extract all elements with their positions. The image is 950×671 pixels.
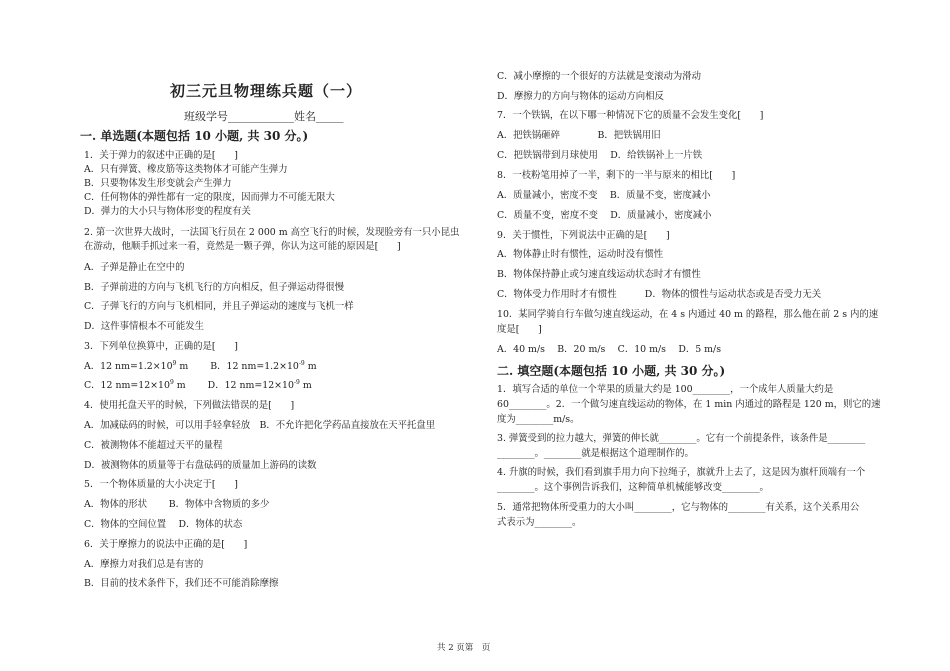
q10-stem-line1: 10．某同学骑自行车做匀速直线运动，在 4 s 内通过 40 m 的路程，那么他在前 2 s 内的速 xyxy=(497,309,879,320)
fill-q1-line3: 度为________m/s。 xyxy=(497,414,580,425)
fill-q4-line1: 4. 升旗的时候，我们看到旗手用力向下拉绳子，旗就升上去了，这是因为旗杆顶端有一个 xyxy=(497,467,866,478)
q7-stem: 7．一个铁锅，在以下哪一种情况下它的质量不会发生变化[ ] xyxy=(497,110,764,121)
q4-option-c: C．被测物体不能超过天平的量程 xyxy=(84,440,223,451)
q6-option-c: C．减小摩擦的一个很好的方法就是变滚动为滑动 xyxy=(497,71,702,82)
q2-option-b: B．子弹前进的方向与飞机飞行的方向相反，但子弹运动得很慢 xyxy=(84,282,345,293)
q3-stem: 3．下列单位换算中，正确的是[ ] xyxy=(84,341,238,352)
q1-option-a: A．只有弹簧、橡皮筋等这类物体才可能产生弹力 xyxy=(84,164,288,175)
q6-option-a: A．摩擦力对我们总是有害的 xyxy=(84,559,204,570)
q3-option-a: A．12 $nm=1.2\times 10^9$ m xyxy=(84,360,189,372)
q5-stem: 5．一个物体质量的大小决定于[ ] xyxy=(84,479,238,490)
q10-stem-line2: 度是[ ] xyxy=(497,324,542,335)
q8-stem: 8．一枝粉笔用掉了一半，剩下的一半与原来的相比[ ] xyxy=(497,170,736,181)
q6-option-b: B．目前的技术条件下，我们还不可能消除摩擦 xyxy=(84,578,279,589)
q10-options: A．40 m/s B．20 m/s C．10 m/s D．5 m/s xyxy=(497,344,722,355)
q3-options-row2 xyxy=(84,380,312,392)
q2-option-d: D．这件事情根本不可能发生 xyxy=(84,321,205,332)
fill-q3-line1: 3. 弹簧受到的拉力越大，弹簧的伸长就________。它有一个前提条件，该条件是________ xyxy=(497,433,866,444)
q6-stem: 6．关于摩擦力的说法中正确的是[ ] xyxy=(84,539,248,550)
q2-option-c: C．子弹飞行的方向与飞机相同，并且子弹运动的速度与飞机一样 xyxy=(84,301,354,312)
class-name-line: 班级学号____________姓名_____ xyxy=(184,110,344,123)
fill-q4-line2: ________。这个事例告诉我们，这种简单机械能够改变________。 xyxy=(497,482,769,493)
q1-stem: 1．关于弹力的叙述中正确的是[ ] xyxy=(84,150,238,161)
q6-option-d: D．摩擦力的方向与物体的运动方向相反 xyxy=(497,91,664,102)
q8-options-cd: C．质量不变，密度不变 D．质量减小，密度减小 xyxy=(497,210,712,221)
q7-options-cd: C．把铁锅带到月球使用 D．给铁锅补上一片铁 xyxy=(497,150,703,161)
q3-option-d: D．12 $nm=12\times 10^{-9}$ m xyxy=(207,379,312,391)
q3-options-row1 xyxy=(84,361,317,373)
fill-q5-line1: 5．通常把物体所受重力的大小叫________，它与物体的________有关系，这个关系用公 xyxy=(497,502,860,513)
q9-option-b: B．物体保持静止或匀速直线运动状态时才有惯性 xyxy=(497,269,701,280)
section-heading-fill-blank: 二. 填空题(本题包括 10 小题, 共 30 分。) xyxy=(497,364,726,378)
q2-option-a: A．子弹是静止在空中的 xyxy=(84,262,185,273)
q5-options-cd: C．物体的空间位置 D．物体的状态 xyxy=(84,519,243,530)
q7-options-ab: A．把铁锅砸碎 B．把铁锅用旧 xyxy=(497,130,661,141)
page-footer: 共 2 页第 页 xyxy=(437,643,491,653)
fill-q5-line2: 式表示为________。 xyxy=(497,517,582,528)
q1-option-c: C．任何物体的弹性都有一定的限度，因而弹力不可能无限大 xyxy=(84,192,335,203)
q4-options-ab: A．加减砝码的时候，可以用手轻拿轻放 B．不允许把化学药品直接放在天平托盘里 xyxy=(84,420,436,431)
q5-options-ab: A．物体的形状 B．物体中含物质的多少 xyxy=(84,499,270,510)
q9-options-cd: C．物体受力作用时才有惯性 D．物体的惯性与运动状态或是否受力无关 xyxy=(497,289,822,300)
page-title: 初三元旦物理练兵题（一） xyxy=(170,82,363,100)
section-heading-single-choice: 一. 单选题(本题包括 10 小题, 共 30 分。) xyxy=(80,129,309,143)
q3-option-c: C．12 $nm=12\times 10^9$ m xyxy=(84,379,186,391)
q9-stem: 9．关于惯性，下列说法中正确的是[ ] xyxy=(497,230,670,241)
q1-option-b: B．只要物体发生形变就会产生弹力 xyxy=(84,178,232,189)
q1-option-d: D．弹力的大小只与物体形变的程度有关 xyxy=(84,206,251,217)
fill-q1-line1: 1．填写合适的单位一个苹果的质量大约是 100________，一个成年人质量大约是 xyxy=(497,384,834,395)
q3-option-b: B．12 $nm=1.2\times 10^{-9}$ m xyxy=(210,360,317,372)
q2-stem-line2: 在游动，他顺手抓过来一看，竟然是一颗子弹，你认为这可能的原因是[ ] xyxy=(84,241,401,252)
q2-stem-line1: 2. 第一次世界大战时，一法国飞行员在 2 000 m 高空飞行的时候，发现脸旁有一只小昆虫 xyxy=(84,227,460,238)
fill-q3-line2: ________。________就是根据这个道理制作的。 xyxy=(497,448,694,459)
q8-options-ab: A．质量减小，密度不变 B．质量不变，密度减小 xyxy=(497,190,711,201)
q4-option-d: D．被测物体的质量等于右盘砝码的质量加上游码的读数 xyxy=(84,460,317,471)
fill-q1-line2: 60________。2．一个做匀速直线运动的物体，在 1 min 内通过的路程是 120 m，则它的速 xyxy=(497,399,881,410)
q9-option-a: A．物体静止时有惯性，运动时没有惯性 xyxy=(497,249,664,260)
q4-stem: 4．使用托盘天平的时候，下列做法错误的是[ ] xyxy=(84,400,295,411)
